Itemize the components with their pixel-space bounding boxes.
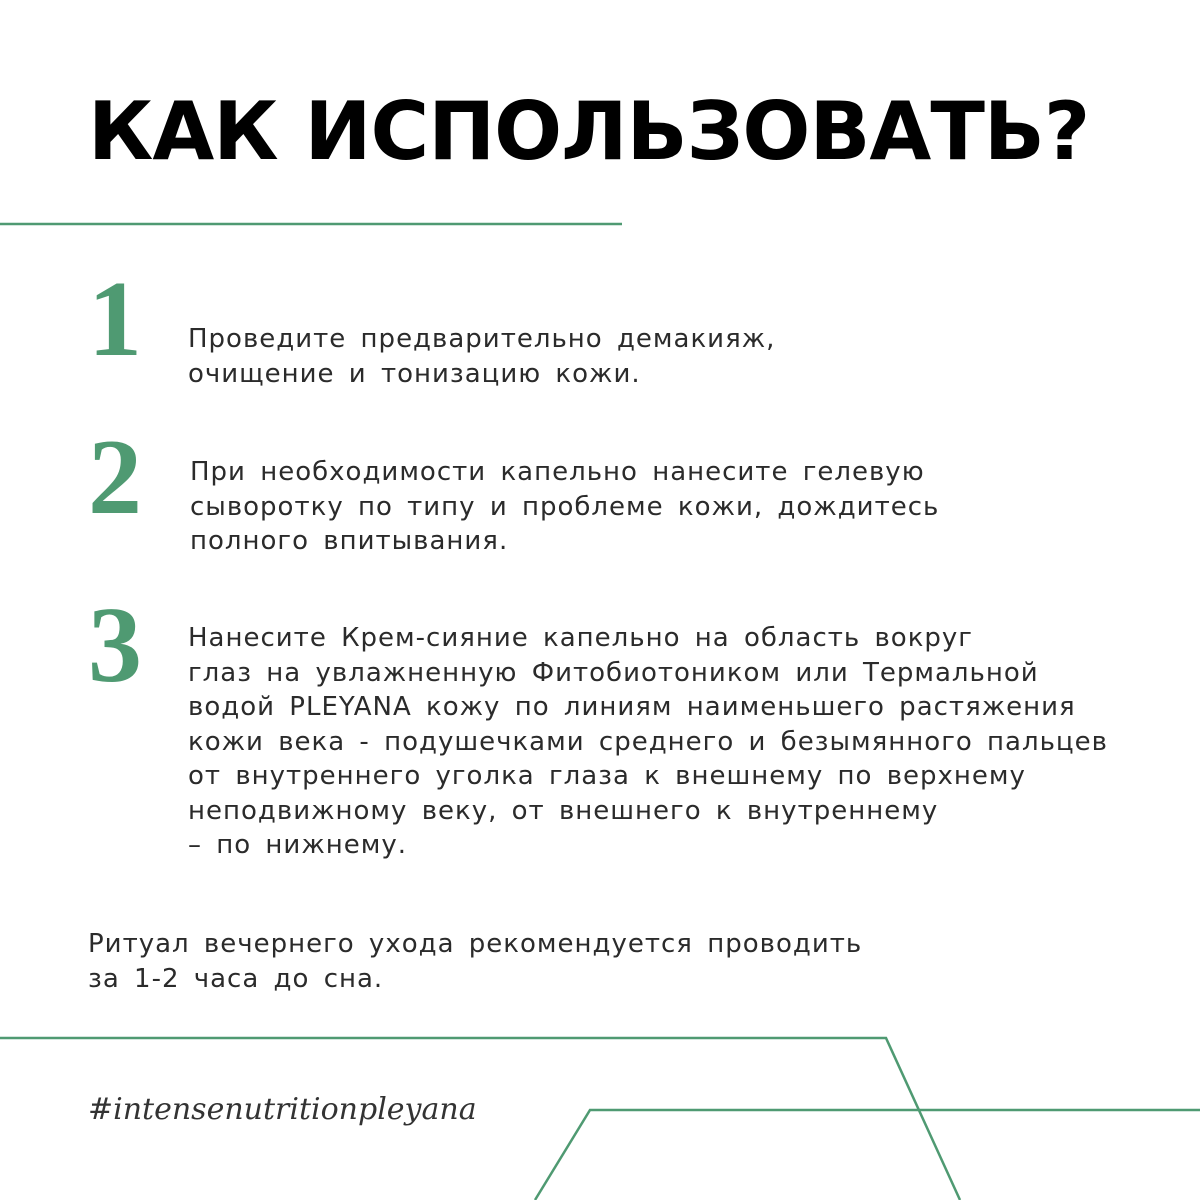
hashtag: #intensenutritionpleyana [88, 1092, 477, 1127]
bottom-frame-line-inner [535, 1110, 1200, 1200]
step-number-2: 2 [88, 418, 142, 537]
step-text-3: Нанесите Крем-сияние капельно на область вокруг глаз на увлажненную Фитобиотоником или Термальной водой PLEYANA кожу по линиям наименьшего растяжения кожи века - подушечками среднего и безымянного пальцев от внутреннего уголка глаза к внешнему по верхнему неподвижному веку, от внешнего к внутреннему – по нижнему. [188, 623, 1108, 860]
step-number-3: 3 [88, 586, 142, 705]
step-text-1: Проведите предварительно демакияж, очищение и тонизацию кожи. [188, 324, 776, 389]
page-title: КАК ИСПОЛЬЗОВАТЬ? [88, 85, 1090, 178]
step-text-2: При необходимости капельно нанесите гелевую сыворотку по типу и проблеме кожи, дождитесь полного впитывания. [190, 457, 940, 556]
ritual-note: Ритуал вечернего ухода рекомендуется проводить за 1-2 часа до сна. [88, 929, 863, 994]
step-number-1: 1 [88, 260, 142, 379]
